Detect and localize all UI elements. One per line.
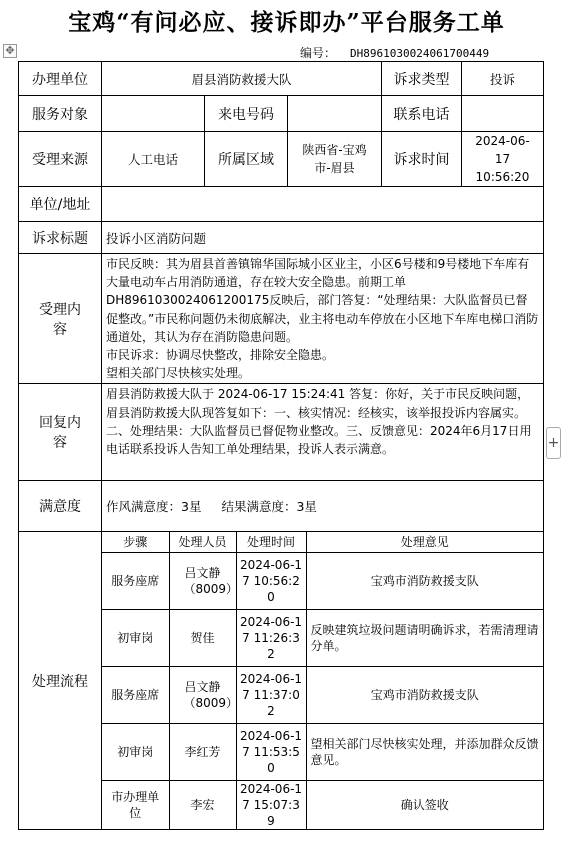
time-value: 2024-06-17 10:56:20 xyxy=(462,132,544,187)
target-label: 服务对象 xyxy=(19,96,102,132)
process-time: 2024-06-17 15:07:39 xyxy=(236,780,306,829)
time-label: 诉求时间 xyxy=(382,132,462,187)
type-label: 诉求类型 xyxy=(382,62,462,96)
source-value: 人工电话 xyxy=(102,132,205,187)
satisfaction-value xyxy=(102,481,544,532)
table-row xyxy=(102,666,543,723)
phone-in-label: 来电号码 xyxy=(205,96,288,132)
target-value xyxy=(102,96,205,132)
table-row xyxy=(102,723,543,780)
source-label: 受理来源 xyxy=(19,132,102,187)
process-label: 处理流程 xyxy=(19,532,102,830)
process-time: 2024-06-17 11:53:50 xyxy=(236,723,306,780)
process-person: 吕文静（8009） xyxy=(169,666,236,723)
accept-line-3: 望相关部门尽快核实处理。 xyxy=(106,366,251,381)
process-header-step: 步骤 xyxy=(102,532,169,552)
address-value xyxy=(102,187,544,222)
table-row xyxy=(102,552,543,609)
process-opinion: 望相关部门尽快核实处理，并添加群众反馈意见。 xyxy=(306,723,543,780)
area-label: 所属区域 xyxy=(205,132,288,187)
type-value: 投诉 xyxy=(462,62,544,96)
phone-in-value xyxy=(288,96,382,132)
serial-number xyxy=(300,44,489,61)
process-header-opinion: 处理意见 xyxy=(306,532,543,552)
process-opinion: 宝鸡市消防救援支队 xyxy=(306,666,543,723)
process-step: 服务座席 xyxy=(102,552,169,609)
process-person: 李红芳 xyxy=(169,723,236,780)
area-value: 陕西省-宝鸡市-眉县 xyxy=(288,132,382,187)
reply-label: 回复内容 xyxy=(19,384,102,481)
process-person: 李宏 xyxy=(169,780,236,829)
process-person: 贺佳 xyxy=(169,609,236,666)
accept-line-2: 市民诉求：协调尽快整改，排除安全隐患。 xyxy=(106,348,335,363)
accept-label: 受理内容 xyxy=(19,254,102,384)
address-label: 单位/地址 xyxy=(19,187,102,222)
work-order-table xyxy=(18,61,544,830)
process-step: 初审岗 xyxy=(102,723,169,780)
unit-label: 办理单位 xyxy=(19,62,102,96)
accept-line-1: 市民反映：其为眉县首善镇锦华国际城小区业主，小区6号楼和9号楼地下车库有大量电动车占用消防通道，存在较大安全隐患。前期工单DH8961030024061200175反映后，部门答复：“处理结果：大队监督员已督促整改。”市民称问题仍未彻底解决，业主将电动车停放在小区地下车库电梯口消防通道处，其认为存在消防隐患问题。 xyxy=(106,257,539,344)
process-opinion: 宝鸡市消防救援支队 xyxy=(306,552,543,609)
process-time: 2024-06-17 11:37:02 xyxy=(236,666,306,723)
process-header-time: 处理时间 xyxy=(236,532,306,552)
process-step: 初审岗 xyxy=(102,609,169,666)
contact-label: 联系电话 xyxy=(382,96,462,132)
process-person: 吕文静（8009） xyxy=(169,552,236,609)
accept-content xyxy=(102,254,544,384)
result-satisfaction: 结果满意度：3星 xyxy=(221,499,317,515)
table-row xyxy=(102,609,543,666)
table-row xyxy=(102,780,543,829)
contact-value xyxy=(462,96,544,132)
process-table xyxy=(102,532,543,829)
subject-value: 投诉小区消防问题 xyxy=(102,222,544,254)
table-move-handle-icon[interactable]: ✥ xyxy=(3,44,17,58)
style-satisfaction: 作风满意度：3星 xyxy=(106,499,202,515)
unit-value: 眉县消防救援大队 xyxy=(102,62,382,96)
process-time: 2024-06-17 11:26:32 xyxy=(236,609,306,666)
page-title: 宝鸡“有问必应、接诉即办”平台服务工单 xyxy=(68,9,505,36)
process-cell xyxy=(102,532,544,830)
process-step: 市办理单位 xyxy=(102,780,169,829)
subject-label: 诉求标题 xyxy=(19,222,102,254)
reply-content: 眉县消防救援大队于 2024-06-17 15:24:41 答复：你好，关于市民反映问题，眉县消防救援大队现答复如下：一、核实情况：经核实，该举报投诉内容属实。二、处理结果：大队监督员已督促物业整改。三、反馈意见：2024年6月17日用电话联系投诉人告知工单处理结果，投诉人表示满意。 xyxy=(102,384,544,481)
process-time: 2024-06-17 10:56:20 xyxy=(236,552,306,609)
serial-value: DH8961030024061700449 xyxy=(350,47,490,60)
process-opinion: 反映建筑垃圾问题请明确诉求，若需清理请分单。 xyxy=(306,609,543,666)
process-step: 服务座席 xyxy=(102,666,169,723)
process-header-person: 处理人员 xyxy=(169,532,236,552)
satisfaction-label: 满意度 xyxy=(19,481,102,532)
process-opinion: 确认签收 xyxy=(306,780,543,829)
add-row-plus-icon[interactable]: + xyxy=(546,427,561,459)
serial-label: 编号： xyxy=(300,46,337,60)
